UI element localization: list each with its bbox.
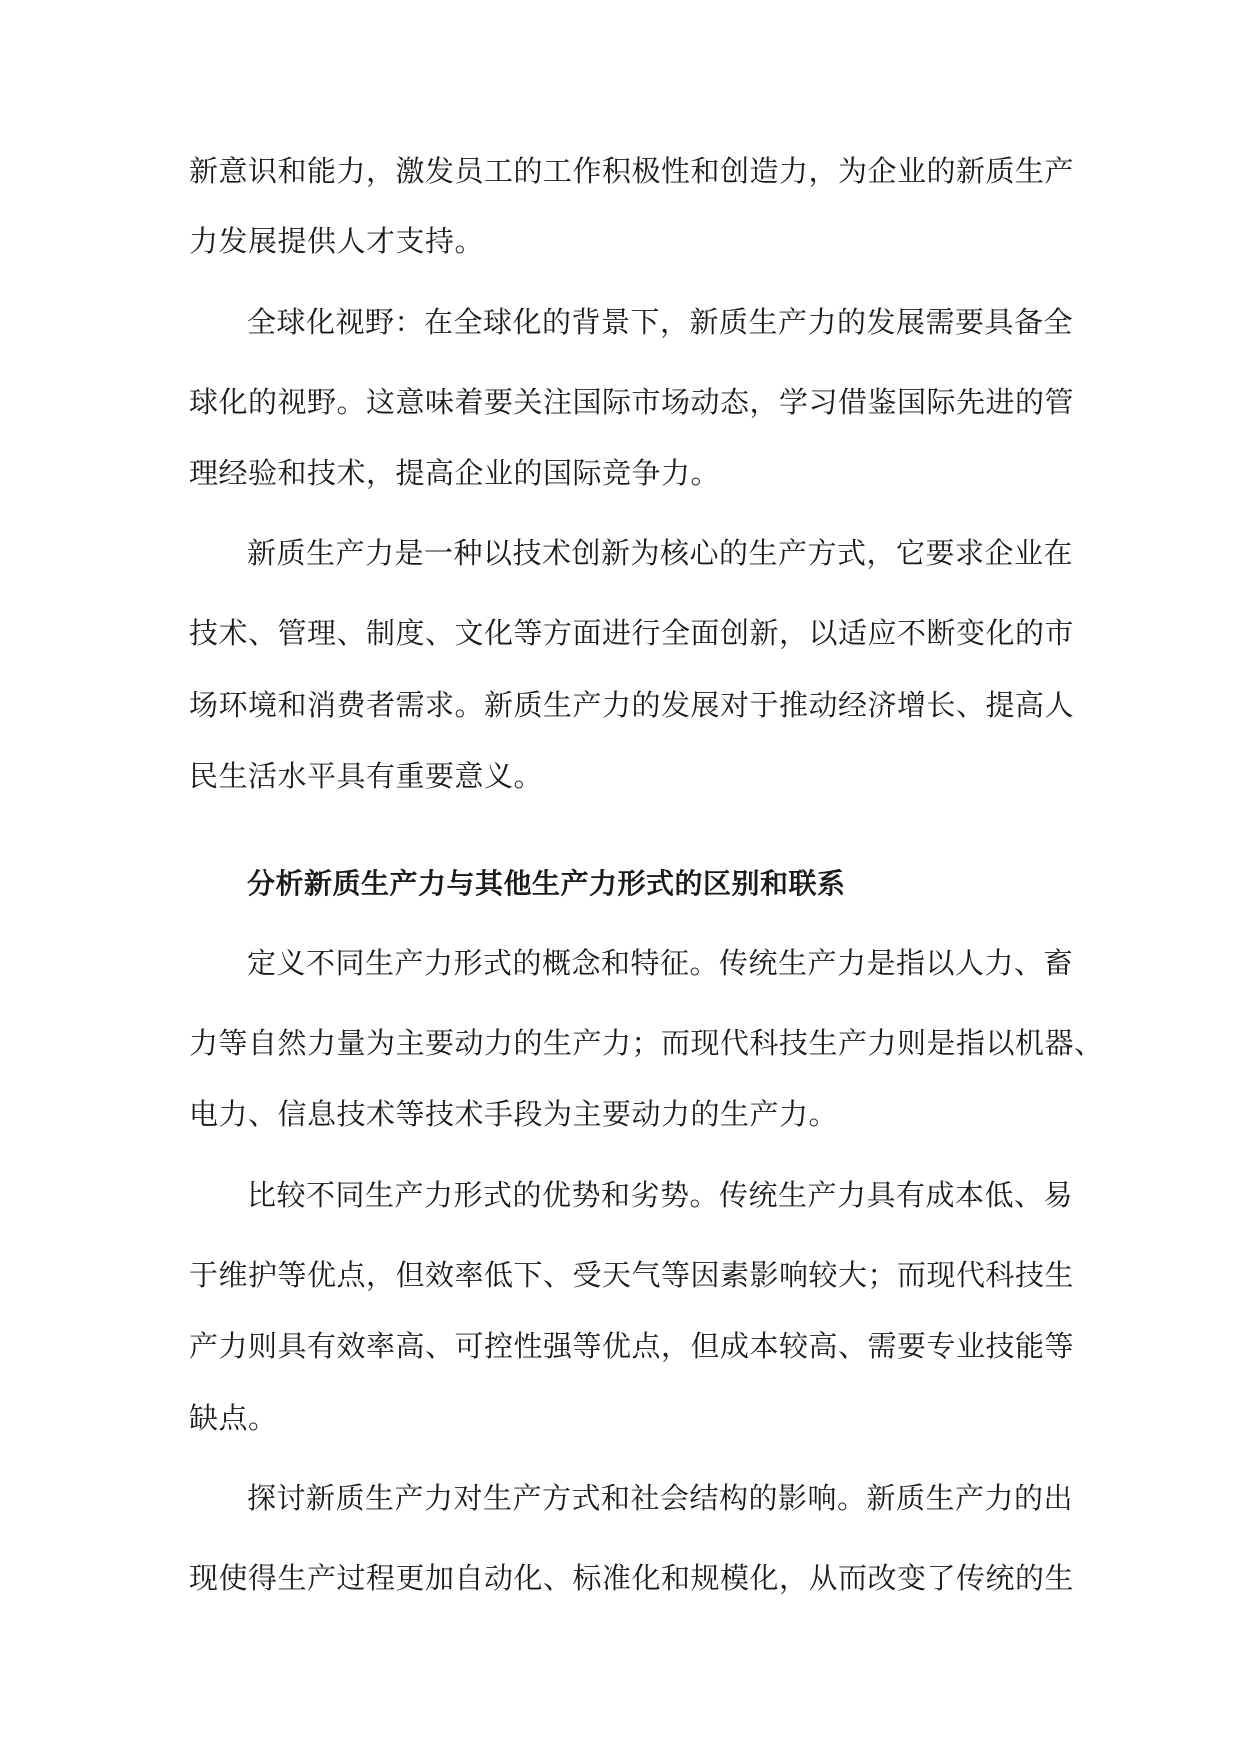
paragraph-line: 探讨新质生产力对生产方式和社会结构的影响。新质生产力的出 [247,1481,1074,1515]
paragraph-line: 电力、信息技术等技术手段为主要动力的生产力。 [189,1097,839,1131]
paragraph-line: 力等自然力量为主要动力的生产力；而现代科技生产力则是指以机器、 [189,1026,1104,1060]
paragraph-line: 理经验和技术，提高企业的国际竞争力。 [189,456,721,490]
paragraph-line: 现使得生产过程更加自动化、标准化和规模化，从而改变了传统的生 [189,1561,1075,1595]
paragraph-line: 球化的视野。这意味着要关注国际市场动态，学习借鉴国际先进的管 [189,385,1075,419]
paragraph-line: 民生活水平具有重要意义。 [189,759,544,793]
paragraph-line: 产力则具有效率高、可控性强等优点，但成本较高、需要专业技能等 [189,1329,1075,1363]
paragraph-line: 于维护等优点，但效率低下、受天气等因素影响较大；而现代科技生 [189,1258,1075,1292]
paragraph-line: 缺点。 [189,1401,278,1435]
paragraph-line: 新意识和能力，激发员工的工作积极性和创造力，为企业的新质生产 [189,154,1075,188]
paragraph-line: 场环境和消费者需求。新质生产力的发展对于推动经济增长、提高人 [189,688,1075,722]
paragraph-line: 定义不同生产力形式的概念和特征。传统生产力是指以人力、畜 [247,946,1074,980]
paragraph-line: 力发展提供人才支持。 [189,224,485,258]
paragraph-line: 技术、管理、制度、文化等方面进行全面创新，以适应不断变化的市 [189,616,1075,650]
paragraph-line: 新质生产力是一种以技术创新为核心的生产方式，它要求企业在 [247,536,1074,570]
section-heading: 分析新质生产力与其他生产力形式的区别和联系 [247,867,846,900]
paragraph-line: 全球化视野：在全球化的背景下，新质生产力的发展需要具备全 [247,305,1074,339]
paragraph-line: 比较不同生产力形式的优势和劣势。传统生产力具有成本低、易 [247,1178,1074,1212]
